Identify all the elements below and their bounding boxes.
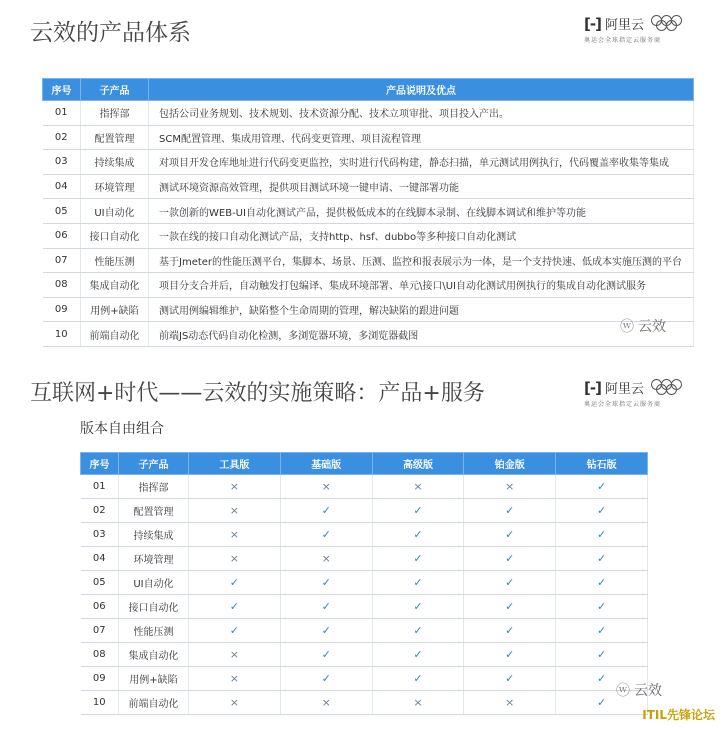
edition-table <box>80 452 648 715</box>
table-row <box>81 523 648 547</box>
check-icon: ✓ <box>321 528 331 541</box>
check-icon: ✓ <box>505 600 515 613</box>
check-icon: ✓ <box>413 504 423 517</box>
aliyun-logo <box>584 378 691 408</box>
row-number: 07 <box>81 619 119 643</box>
product-description: 测试环境资源高效管理，提供项目测试环境一键申请、一键部署功能 <box>149 174 694 199</box>
check-icon: ✓ <box>229 624 239 637</box>
logo-subtitle: 奥运会全球指定云服务商 <box>584 401 662 408</box>
check-icon: ✓ <box>505 528 515 541</box>
row-number: 05 <box>81 571 119 595</box>
section-subtitle: 版本自由组合 <box>80 421 164 437</box>
row-number: 10 <box>81 691 119 715</box>
yunxiao-watermark <box>620 316 666 336</box>
product-description: 项目分支合并后，自动触发打包编译、集成环境部署、单元\接口\UI自动化测试用例执行的集成自动化测试服务 <box>149 273 694 298</box>
product-name: 集成自动化 <box>119 643 189 667</box>
row-number: 08 <box>81 643 119 667</box>
yunxiao-logo-icon: ⓦ <box>620 319 634 335</box>
row-number: 04 <box>43 174 81 199</box>
check-icon: ✓ <box>413 576 423 589</box>
table-row <box>81 667 648 691</box>
aliyun-mark-icon: [-] <box>584 378 601 397</box>
product-name: 配置管理 <box>119 499 189 523</box>
cross-icon: × <box>229 504 239 517</box>
row-number: 09 <box>81 667 119 691</box>
cross-icon: × <box>229 648 239 661</box>
product-description: 测试用例编辑维护，缺陷整个生命周期的管理，解决缺陷的跟进问题 <box>149 297 694 322</box>
row-number: 09 <box>43 297 81 322</box>
check-icon: ✓ <box>321 576 331 589</box>
row-number: 04 <box>81 547 119 571</box>
table-row <box>43 125 694 150</box>
check-icon: ✓ <box>505 672 515 685</box>
check-icon: ✓ <box>505 576 515 589</box>
cross-icon: × <box>229 480 239 493</box>
product-name: 前端自动化 <box>119 691 189 715</box>
product-description: 基于Jmeter的性能压测平台，集脚本、场景、压测、监控和报表展示为一体，是一个支持快速、低成本实施压测的平台 <box>149 248 694 273</box>
col-header-diamond: 钻石版 <box>556 453 648 475</box>
olympic-rings-icon <box>651 15 691 33</box>
row-number: 10 <box>43 322 81 347</box>
product-name: 接口自动化 <box>119 595 189 619</box>
product-description: 包括公司业务规划、技术规划、技术资源分配、技术立项审批、项目投入产出。 <box>149 101 694 126</box>
cross-icon: × <box>229 672 239 685</box>
col-header-desc: 产品说明及优点 <box>149 79 694 101</box>
cross-icon: × <box>505 480 515 493</box>
slide-title: 云效的产品体系 <box>30 20 191 46</box>
check-icon: ✓ <box>596 600 607 613</box>
aliyun-mark-icon: [-] <box>584 14 601 33</box>
table-row <box>43 199 694 224</box>
product-name: 指挥部 <box>119 475 189 499</box>
check-icon: ✓ <box>229 576 239 589</box>
check-icon: ✓ <box>596 552 607 565</box>
cross-icon: × <box>413 480 423 493</box>
logo-name: 阿里云 <box>604 382 644 397</box>
product-description: 一款创新的WEB-UI自动化测试产品，提供极低成本的在线脚本录制、在线脚本调试和维护等功能 <box>149 199 694 224</box>
check-icon: ✓ <box>321 504 331 517</box>
check-icon: ✓ <box>321 648 331 661</box>
table-row <box>43 223 694 248</box>
col-header-platinum: 铂金版 <box>464 453 556 475</box>
logo-subtitle: 奥运会全球指定云服务商 <box>584 37 662 44</box>
table-row <box>81 691 648 715</box>
row-number: 01 <box>81 475 119 499</box>
table-row <box>81 643 648 667</box>
table-row <box>43 273 694 298</box>
product-table <box>42 78 694 347</box>
table-row <box>81 595 648 619</box>
check-icon: ✓ <box>505 552 515 565</box>
table-row <box>43 174 694 199</box>
check-icon: ✓ <box>413 528 423 541</box>
row-number: 07 <box>43 248 81 273</box>
check-icon: ✓ <box>596 576 607 589</box>
col-header-product: 子产品 <box>81 79 149 101</box>
table-row <box>43 322 694 347</box>
yunxiao-watermark <box>616 680 662 700</box>
table-header-row <box>81 453 648 475</box>
col-header-basic: 基础版 <box>280 453 372 475</box>
cross-icon: × <box>321 480 331 493</box>
check-icon: ✓ <box>596 672 607 685</box>
check-icon: ✓ <box>596 480 607 493</box>
cross-icon: × <box>413 696 423 709</box>
row-number: 02 <box>81 499 119 523</box>
watermark-text: 云效 <box>638 319 666 335</box>
product-description: 前端JS动态代码自动化检测，多浏览器环境，多浏览器截图 <box>149 322 694 347</box>
cross-icon: × <box>505 696 515 709</box>
row-number: 02 <box>43 125 81 150</box>
product-name: 环境管理 <box>81 174 149 199</box>
check-icon: ✓ <box>596 696 607 709</box>
col-header-tool: 工具版 <box>189 453 281 475</box>
itil-forum-watermark: ITIL先锋论坛 <box>642 708 715 722</box>
check-icon: ✓ <box>413 552 423 565</box>
product-name: 持续集成 <box>119 523 189 547</box>
check-icon: ✓ <box>505 648 515 661</box>
cross-icon: × <box>321 696 331 709</box>
row-number: 08 <box>43 273 81 298</box>
check-icon: ✓ <box>413 624 423 637</box>
product-description: 一款在线的接口自动化测试产品，支持http、hsf、dubbo等多种接口自动化测试 <box>149 223 694 248</box>
product-name: 环境管理 <box>119 547 189 571</box>
col-header-no: 序号 <box>43 79 81 101</box>
col-header-advanced: 高级版 <box>372 453 464 475</box>
product-name: UI自动化 <box>81 199 149 224</box>
row-number: 06 <box>81 595 119 619</box>
check-icon: ✓ <box>596 528 607 541</box>
check-icon: ✓ <box>321 672 331 685</box>
table-row <box>43 248 694 273</box>
product-name: 持续集成 <box>81 150 149 175</box>
table-row <box>81 547 648 571</box>
product-name: 性能压测 <box>119 619 189 643</box>
col-header-product: 子产品 <box>119 453 189 475</box>
check-icon: ✓ <box>321 624 331 637</box>
check-icon: ✓ <box>413 648 423 661</box>
product-name: 集成自动化 <box>81 273 149 298</box>
cross-icon: × <box>229 528 239 541</box>
table-header-row <box>43 79 694 101</box>
check-icon: ✓ <box>229 600 239 613</box>
slide-implementation-strategy <box>0 368 721 729</box>
cross-icon: × <box>229 552 239 565</box>
row-number: 05 <box>43 199 81 224</box>
check-icon: ✓ <box>413 600 423 613</box>
slide-product-system <box>0 0 721 360</box>
check-icon: ✓ <box>413 672 423 685</box>
check-icon: ✓ <box>505 504 515 517</box>
product-name: 指挥部 <box>81 101 149 126</box>
product-name: 用例+缺陷 <box>81 297 149 322</box>
slide-title: 互联网+时代——云效的实施策略：产品+服务 <box>30 381 485 406</box>
aliyun-logo <box>584 14 691 44</box>
product-description: 对项目开发仓库地址进行代码变更监控，实时进行代码构建，静态扫描，单元测试用例执行，代码覆盖率收集等集成 <box>149 150 694 175</box>
product-name: 用例+缺陷 <box>119 667 189 691</box>
logo-name: 阿里云 <box>604 18 644 33</box>
olympic-rings-icon <box>651 379 691 397</box>
table-row <box>81 475 648 499</box>
check-icon: ✓ <box>505 624 515 637</box>
cross-icon: × <box>321 552 331 565</box>
yunxiao-logo-icon: ⓦ <box>616 683 630 699</box>
product-name: 配置管理 <box>81 125 149 150</box>
row-number: 03 <box>81 523 119 547</box>
table-row <box>81 571 648 595</box>
col-header-no: 序号 <box>81 453 119 475</box>
table-row <box>81 619 648 643</box>
product-name: 性能压测 <box>81 248 149 273</box>
table-row <box>43 101 694 126</box>
product-description: SCM配置管理、集成用管理、代码变更管理、项目流程管理 <box>149 125 694 150</box>
product-name: 接口自动化 <box>81 223 149 248</box>
row-number: 01 <box>43 101 81 126</box>
check-icon: ✓ <box>596 648 607 661</box>
product-name: UI自动化 <box>119 571 189 595</box>
row-number: 03 <box>43 150 81 175</box>
check-icon: ✓ <box>321 600 331 613</box>
cross-icon: × <box>229 696 239 709</box>
table-row <box>43 150 694 175</box>
product-name: 前端自动化 <box>81 322 149 347</box>
table-row <box>43 297 694 322</box>
table-row <box>81 499 648 523</box>
check-icon: ✓ <box>596 504 607 517</box>
check-icon: ✓ <box>596 624 607 637</box>
row-number: 06 <box>43 223 81 248</box>
watermark-text: 云效 <box>634 683 662 699</box>
